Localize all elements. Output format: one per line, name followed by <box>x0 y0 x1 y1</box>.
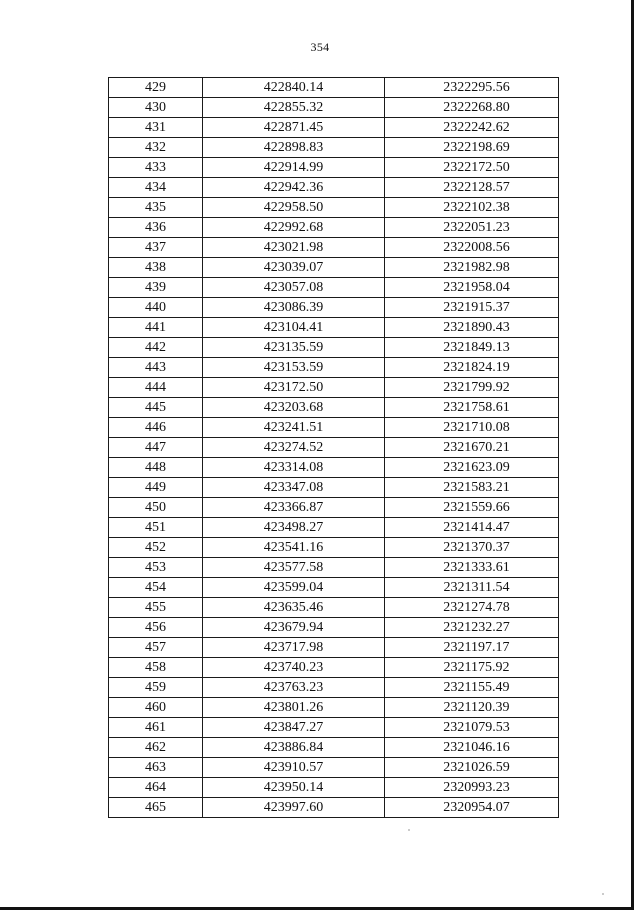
table-row <box>109 438 559 458</box>
y-coordinate-cell: 2321274.78 <box>385 598 559 618</box>
x-coordinate-cell: 423203.68 <box>203 398 385 418</box>
point-number-cell: 440 <box>109 298 203 318</box>
x-coordinate-cell: 423599.04 <box>203 578 385 598</box>
table-row <box>109 618 559 638</box>
point-number-cell: 462 <box>109 738 203 758</box>
y-coordinate-cell: 2322102.38 <box>385 198 559 218</box>
table-row <box>109 238 559 258</box>
table-row <box>109 418 559 438</box>
x-coordinate-cell: 422871.45 <box>203 118 385 138</box>
table-row <box>109 318 559 338</box>
x-coordinate-cell: 423740.23 <box>203 658 385 678</box>
y-coordinate-cell: 2321890.43 <box>385 318 559 338</box>
table-row <box>109 158 559 178</box>
x-coordinate-cell: 423241.51 <box>203 418 385 438</box>
x-coordinate-cell: 423763.23 <box>203 678 385 698</box>
y-coordinate-cell: 2321623.09 <box>385 458 559 478</box>
point-number-cell: 456 <box>109 618 203 638</box>
table-row <box>109 718 559 738</box>
table-row <box>109 658 559 678</box>
y-coordinate-cell: 2321197.17 <box>385 638 559 658</box>
point-number-cell: 455 <box>109 598 203 618</box>
point-number-cell: 452 <box>109 538 203 558</box>
x-coordinate-cell: 423104.41 <box>203 318 385 338</box>
point-number-cell: 436 <box>109 218 203 238</box>
point-number-cell: 451 <box>109 518 203 538</box>
y-coordinate-cell: 2321824.19 <box>385 358 559 378</box>
point-number-cell: 461 <box>109 718 203 738</box>
y-coordinate-cell: 2321311.54 <box>385 578 559 598</box>
y-coordinate-cell: 2321799.92 <box>385 378 559 398</box>
y-coordinate-cell: 2320954.07 <box>385 798 559 818</box>
y-coordinate-cell: 2322051.23 <box>385 218 559 238</box>
point-number-cell: 438 <box>109 258 203 278</box>
point-number-cell: 453 <box>109 558 203 578</box>
y-coordinate-cell: 2321155.49 <box>385 678 559 698</box>
point-number-cell: 435 <box>109 198 203 218</box>
x-coordinate-cell: 423886.84 <box>203 738 385 758</box>
table-row <box>109 258 559 278</box>
page-number: 354 <box>310 40 330 54</box>
y-coordinate-cell: 2321583.21 <box>385 478 559 498</box>
point-number-cell: 448 <box>109 458 203 478</box>
table-row <box>109 178 559 198</box>
table-row <box>109 138 559 158</box>
y-coordinate-cell: 2321958.04 <box>385 278 559 298</box>
y-coordinate-cell: 2322172.50 <box>385 158 559 178</box>
table-row <box>109 338 559 358</box>
point-number-cell: 446 <box>109 418 203 438</box>
table-row <box>109 458 559 478</box>
y-coordinate-cell: 2320993.23 <box>385 778 559 798</box>
x-coordinate-cell: 422992.68 <box>203 218 385 238</box>
y-coordinate-cell: 2321370.37 <box>385 538 559 558</box>
y-coordinate-cell: 2321046.16 <box>385 738 559 758</box>
point-number-cell: 450 <box>109 498 203 518</box>
x-coordinate-cell: 423498.27 <box>203 518 385 538</box>
table-row <box>109 498 559 518</box>
table-row <box>109 578 559 598</box>
point-number-cell: 443 <box>109 358 203 378</box>
point-number-cell: 457 <box>109 638 203 658</box>
table-row <box>109 798 559 818</box>
table-row <box>109 538 559 558</box>
x-coordinate-cell: 423366.87 <box>203 498 385 518</box>
x-coordinate-cell: 422958.50 <box>203 198 385 218</box>
table-row <box>109 518 559 538</box>
point-number-cell: 460 <box>109 698 203 718</box>
y-coordinate-cell: 2321670.21 <box>385 438 559 458</box>
table-row <box>109 758 559 778</box>
y-coordinate-cell: 2322242.62 <box>385 118 559 138</box>
table-row <box>109 698 559 718</box>
x-coordinate-cell: 423950.14 <box>203 778 385 798</box>
table-row <box>109 738 559 758</box>
y-coordinate-cell: 2321559.66 <box>385 498 559 518</box>
point-number-cell: 464 <box>109 778 203 798</box>
coordinate-table-body <box>109 78 559 818</box>
point-number-cell: 431 <box>109 118 203 138</box>
point-number-cell: 465 <box>109 798 203 818</box>
x-coordinate-cell: 423847.27 <box>203 718 385 738</box>
y-coordinate-cell: 2322128.57 <box>385 178 559 198</box>
x-coordinate-cell: 422942.36 <box>203 178 385 198</box>
y-coordinate-cell: 2321915.37 <box>385 298 559 318</box>
x-coordinate-cell: 423541.16 <box>203 538 385 558</box>
x-coordinate-cell: 423153.59 <box>203 358 385 378</box>
y-coordinate-cell: 2321414.47 <box>385 518 559 538</box>
x-coordinate-cell: 423347.08 <box>203 478 385 498</box>
table-row <box>109 398 559 418</box>
x-coordinate-cell: 423172.50 <box>203 378 385 398</box>
point-number-cell: 459 <box>109 678 203 698</box>
y-coordinate-cell: 2322198.69 <box>385 138 559 158</box>
point-number-cell: 433 <box>109 158 203 178</box>
x-coordinate-cell: 423135.59 <box>203 338 385 358</box>
table-row <box>109 478 559 498</box>
x-coordinate-cell: 423717.98 <box>203 638 385 658</box>
y-coordinate-cell: 2321026.59 <box>385 758 559 778</box>
point-number-cell: 429 <box>109 78 203 98</box>
table-row <box>109 598 559 618</box>
point-number-cell: 434 <box>109 178 203 198</box>
x-coordinate-cell: 423635.46 <box>203 598 385 618</box>
point-number-cell: 432 <box>109 138 203 158</box>
table-row <box>109 558 559 578</box>
table-row <box>109 778 559 798</box>
table-row <box>109 678 559 698</box>
point-number-cell: 445 <box>109 398 203 418</box>
y-coordinate-cell: 2321079.53 <box>385 718 559 738</box>
point-number-cell: 437 <box>109 238 203 258</box>
y-coordinate-cell: 2321120.39 <box>385 698 559 718</box>
x-coordinate-cell: 423039.07 <box>203 258 385 278</box>
point-number-cell: 444 <box>109 378 203 398</box>
point-number-cell: 458 <box>109 658 203 678</box>
y-coordinate-cell: 2322295.56 <box>385 78 559 98</box>
y-coordinate-cell: 2321982.98 <box>385 258 559 278</box>
x-coordinate-cell: 422855.32 <box>203 98 385 118</box>
table-row <box>109 378 559 398</box>
point-number-cell: 442 <box>109 338 203 358</box>
x-coordinate-cell: 423997.60 <box>203 798 385 818</box>
x-coordinate-cell: 423801.26 <box>203 698 385 718</box>
y-coordinate-cell: 2321232.27 <box>385 618 559 638</box>
x-coordinate-cell: 423314.08 <box>203 458 385 478</box>
y-coordinate-cell: 2321710.08 <box>385 418 559 438</box>
y-coordinate-cell: 2321758.61 <box>385 398 559 418</box>
y-coordinate-cell: 2321333.61 <box>385 558 559 578</box>
scan-speck <box>602 893 604 895</box>
table-row <box>109 278 559 298</box>
x-coordinate-cell: 423910.57 <box>203 758 385 778</box>
x-coordinate-cell: 423086.39 <box>203 298 385 318</box>
point-number-cell: 430 <box>109 98 203 118</box>
x-coordinate-cell: 423057.08 <box>203 278 385 298</box>
x-coordinate-cell: 422898.83 <box>203 138 385 158</box>
y-coordinate-cell: 2321849.13 <box>385 338 559 358</box>
point-number-cell: 441 <box>109 318 203 338</box>
table-row <box>109 218 559 238</box>
x-coordinate-cell: 423679.94 <box>203 618 385 638</box>
table-row <box>109 98 559 118</box>
x-coordinate-cell: 423577.58 <box>203 558 385 578</box>
point-number-cell: 449 <box>109 478 203 498</box>
point-number-cell: 447 <box>109 438 203 458</box>
y-coordinate-cell: 2321175.92 <box>385 658 559 678</box>
table-row <box>109 78 559 98</box>
x-coordinate-cell: 422914.99 <box>203 158 385 178</box>
table-row <box>109 638 559 658</box>
point-number-cell: 463 <box>109 758 203 778</box>
y-coordinate-cell: 2322268.80 <box>385 98 559 118</box>
point-number-cell: 454 <box>109 578 203 598</box>
x-coordinate-cell: 423021.98 <box>203 238 385 258</box>
coordinate-table <box>108 77 559 818</box>
scan-speck <box>408 829 410 831</box>
table-row <box>109 198 559 218</box>
table-row <box>109 118 559 138</box>
table-row <box>109 298 559 318</box>
table-row <box>109 358 559 378</box>
point-number-cell: 439 <box>109 278 203 298</box>
x-coordinate-cell: 423274.52 <box>203 438 385 458</box>
x-coordinate-cell: 422840.14 <box>203 78 385 98</box>
y-coordinate-cell: 2322008.56 <box>385 238 559 258</box>
